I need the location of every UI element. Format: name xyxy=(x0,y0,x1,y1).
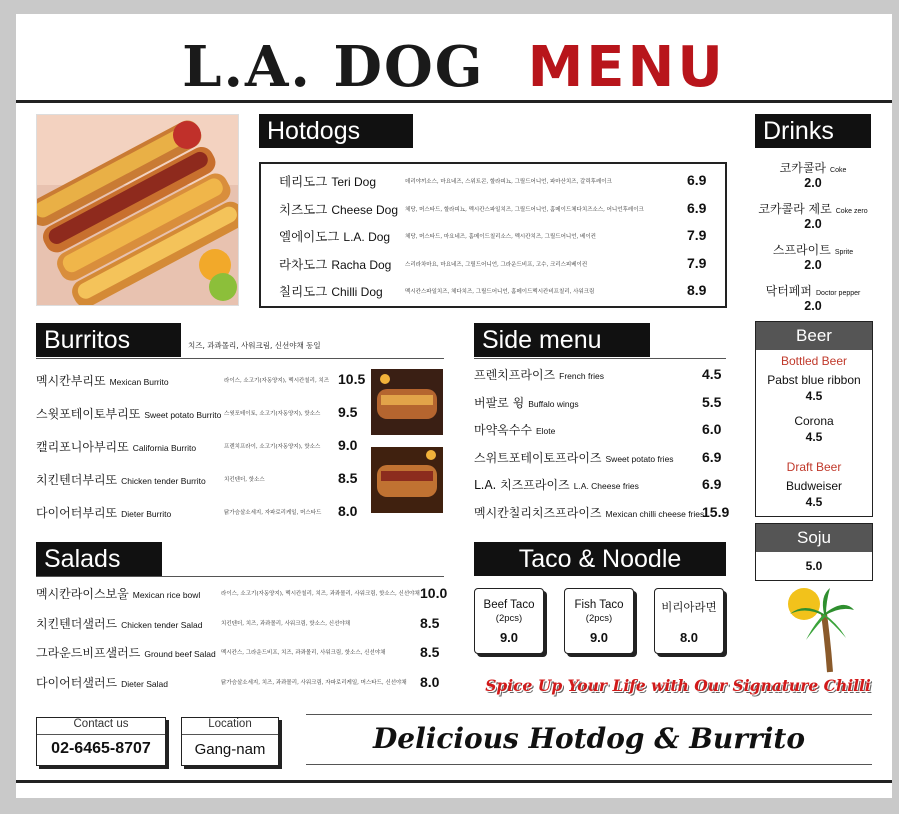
burrito-item xyxy=(36,405,221,422)
hotdog-item xyxy=(279,172,376,190)
drink-kr: 코카콜라 xyxy=(779,161,827,175)
drink-item xyxy=(755,241,871,258)
drink-en: Sprite xyxy=(834,249,854,256)
drink-price: 2.0 xyxy=(804,258,822,272)
burrito-item xyxy=(36,504,171,521)
title-menu: MENU xyxy=(527,35,726,100)
side-item xyxy=(474,504,704,521)
hotdogs-heading: Hotdogs xyxy=(259,114,413,148)
burrito-item xyxy=(36,438,196,455)
soju-price: 5.0 xyxy=(805,559,823,573)
side-price: 6.9 xyxy=(702,448,722,465)
hotdog-item-en: Teri Dog xyxy=(331,175,376,189)
hotdog-photo xyxy=(36,114,239,306)
hotdog-item-en: Cheese Dog xyxy=(331,202,399,217)
drink-price: 2.0 xyxy=(804,176,822,190)
side-item xyxy=(474,476,639,493)
contact-divider xyxy=(37,734,165,735)
burrito-photo-2 xyxy=(371,447,443,513)
salads-divider xyxy=(36,576,444,577)
hotdog-price: 6.9 xyxy=(687,199,707,216)
salad-price: 8.5 xyxy=(420,614,440,631)
contact-phone[interactable]: 02-6465-8707 xyxy=(51,740,151,757)
salad-item-kr: 치킨텐더샐러드 xyxy=(36,616,118,631)
drinks-heading: Drinks xyxy=(755,114,871,148)
salads-heading: Salads xyxy=(36,542,162,576)
drink-kr: 스프라이트 xyxy=(772,243,831,257)
title-divider xyxy=(16,100,892,103)
salad-item xyxy=(36,615,202,632)
hotdog-item xyxy=(279,227,390,245)
bottled-beer-label: Bottled Beer xyxy=(780,354,848,368)
taco-price: 9.0 xyxy=(499,630,519,645)
taco-sub: (2pcs) xyxy=(495,613,523,624)
burrito-item-kr: 캘리포니아부리또 xyxy=(36,440,129,454)
drink-kr: 닥터페퍼 xyxy=(765,284,812,298)
burritos-heading: Burritos xyxy=(36,323,181,357)
hotdog-price: 7.9 xyxy=(687,254,707,271)
side-item-kr: 마약옥수수 xyxy=(474,423,532,437)
hotdog-item-kr: 칠리도그 xyxy=(279,284,328,299)
drink-item xyxy=(755,282,871,299)
footer-divider-bottom xyxy=(306,764,872,765)
salad-price: 8.0 xyxy=(420,673,440,690)
beer-pabst-name: Pabst blue ribbon xyxy=(767,373,861,387)
palm-tree-icon xyxy=(784,584,854,674)
hotdog-item xyxy=(279,255,391,273)
taco-name: Beef Taco xyxy=(483,599,535,611)
soju-heading: Soju xyxy=(756,524,872,552)
bottom-rule xyxy=(16,780,892,783)
burrito-item-kr: 다이어터부리또 xyxy=(36,506,118,520)
location-divider xyxy=(182,734,278,735)
hotdog-price: 7.9 xyxy=(687,227,707,243)
drink-price: 2.0 xyxy=(804,217,822,231)
burrito-item-en: Mexican Burrito xyxy=(109,377,169,387)
burrito-price: 8.5 xyxy=(338,470,358,486)
menu-title xyxy=(16,34,892,100)
side-item-en: Sweet potato fries xyxy=(605,453,674,464)
beer-budweiser-name: Budweiser xyxy=(785,479,843,493)
taco-price: 9.0 xyxy=(589,630,609,645)
burrito-item-en: California Burrito xyxy=(132,443,197,453)
burrito-item-kr: 스윗포테이토부리또 xyxy=(36,407,141,421)
burrito-desc: 닭가슴살소세지, 자파로리케일, 머스타드 xyxy=(224,510,322,516)
burritos-divider xyxy=(36,358,444,359)
side-item-en: L.A. Cheese fries xyxy=(573,481,639,491)
salad-item-en: Chicken tender Salad xyxy=(121,619,203,630)
salad-desc: 멕시칸스, 그라운드비프, 치즈, 과콰몰리, 사워크림, 핫소스, 신선야채 xyxy=(221,650,386,656)
salad-item-en: Ground beef Salad xyxy=(144,649,216,659)
hotdog-desc: 스리라차마요, 마요네즈, 그릴드어니언, 그라운드비프, 고수, 크리스피베이컨 xyxy=(405,261,588,268)
taco-price: 8.0 xyxy=(679,630,699,645)
title-brand: L.A. DOG xyxy=(182,34,485,100)
burrito-desc: 치킨텐더, 핫소스 xyxy=(224,477,265,483)
burrito-item-en: Sweet potato Burrito xyxy=(144,410,222,420)
side-item-en: Elote xyxy=(535,426,556,436)
hotdog-desc: 멕시칸스파일치즈, 체다치즈, 그릴드어니언, 홈메이드멕시칸비프칠리, 사워크림 xyxy=(405,289,595,295)
beer-corona-price: 4.5 xyxy=(805,430,823,444)
burrito-item xyxy=(36,372,169,389)
side-item-kr: 프렌치프라이즈 xyxy=(474,368,556,382)
burrito-price: 9.5 xyxy=(338,404,358,420)
burrito-desc: 라이스, 소고기(자동양지), 멕시칸칠리, 치즈 xyxy=(224,378,330,384)
salad-desc: 치킨텐더, 치즈, 과콰몰리, 사워크림, 핫소스, 신선야채 xyxy=(221,620,351,627)
burrito-desc: 스윗포테이토, 소고기(자동양지), 핫소스 xyxy=(224,411,321,417)
location-label: Location xyxy=(208,718,252,730)
slogan-text: Spice Up Your Life with Our Signature Chilli xyxy=(485,676,871,695)
hotdog-item xyxy=(279,200,398,218)
salad-desc: 닭가슴살소세지, 치즈, 과콰몰리, 사워크림, 자파로리케일, 머스타드, 신선야채 xyxy=(221,679,407,686)
side-price: 6.9 xyxy=(702,476,722,492)
side-item-en: French fries xyxy=(559,371,605,381)
salad-item-en: Dieter Salad xyxy=(121,678,168,689)
hotdog-item-en: Racha Dog xyxy=(331,257,392,272)
hotdog-item-en: L.A. Dog xyxy=(343,230,391,244)
side-price: 4.5 xyxy=(702,366,722,382)
hotdog-item-en: Chilli Dog xyxy=(331,285,383,299)
burrito-price: 10.5 xyxy=(338,371,366,387)
taco-name: Fish Taco xyxy=(574,599,624,611)
salad-item-kr: 다이어터샐러드 xyxy=(36,675,118,690)
drink-en: Coke zero xyxy=(835,208,868,215)
side-menu-heading: Side menu xyxy=(474,323,650,357)
taco-heading: Taco & Noodle xyxy=(474,542,726,576)
burrito-item-en: Chicken tender Burrito xyxy=(121,476,206,486)
hotdog-desc: 체당, 머스타드, 마요네즈, 홈메이드칠리소스, 멕시칸치즈, 그릴드어니언, 베이컨 xyxy=(405,234,596,240)
burrito-photo-1 xyxy=(371,369,443,435)
hotdog-desc: 데리야끼소스, 마요네즈, 스위트콘, 할라피뇨, 그릴드어니언, 파마산치즈, 갈릭후레이크 xyxy=(405,179,612,185)
salad-item-en: Mexican rice bowl xyxy=(132,590,201,600)
burrito-price: 8.0 xyxy=(338,503,358,519)
burritos-note: 치즈, 과콰몰리, 사워크림, 신선야채 동일 xyxy=(188,341,321,350)
hotdog-item-kr: 치즈도그 xyxy=(279,201,328,217)
taco-sub: (2pcs) xyxy=(585,613,613,624)
burrito-price: 9.0 xyxy=(338,437,358,453)
side-price: 5.5 xyxy=(702,393,722,410)
salad-item xyxy=(36,674,168,691)
footer-divider-top xyxy=(306,714,872,715)
salad-price: 10.0 xyxy=(420,585,448,601)
side-item-kr: 멕시칸칠리치즈프라이즈 xyxy=(474,505,602,520)
drink-en: Doctor pepper xyxy=(816,290,861,297)
salad-item-kr: 그라운드비프샐러드 xyxy=(36,646,141,660)
side-item xyxy=(474,394,579,411)
burrito-item-en: Dieter Burrito xyxy=(121,509,172,519)
side-item xyxy=(474,421,555,438)
salad-price: 8.5 xyxy=(420,644,440,660)
side-item-kr: L.A. 치즈프라이즈 xyxy=(474,478,570,492)
side-item-en: Buffalo wings xyxy=(528,398,579,409)
burrito-item-kr: 멕시칸부리또 xyxy=(36,374,106,388)
side-item-kr: 스위트포테이토프라이즈 xyxy=(474,450,602,465)
side-item xyxy=(474,449,674,466)
burrito-item xyxy=(36,471,206,488)
hotdog-item-kr: 테리도그 xyxy=(279,174,328,189)
side-item-en: Mexican chilli cheese fries xyxy=(605,508,705,519)
beer-corona-name: Corona xyxy=(794,414,834,428)
tagline-text: Delicious Hotdog & Burrito xyxy=(372,722,806,755)
beer-budweiser-price: 4.5 xyxy=(805,495,823,509)
beer-pabst-price: 4.5 xyxy=(805,389,823,403)
contact-label: Contact us xyxy=(73,718,129,730)
salad-item xyxy=(36,644,216,661)
drink-price: 2.0 xyxy=(804,299,822,313)
menu-board xyxy=(16,14,892,798)
side-price: 6.0 xyxy=(702,421,722,437)
drink-item xyxy=(755,200,871,217)
salad-item-kr: 멕시칸라이스보울 xyxy=(36,587,129,601)
salad-item xyxy=(36,585,200,602)
drink-item xyxy=(755,159,871,176)
drink-kr: 코카콜라 제로 xyxy=(758,202,832,216)
hotdog-desc: 체당, 머스타드, 할라피뇨, 멕시칸스파일치즈, 그릴드어니언, 홈메이드체다치즈소스, 어니언후레이크 xyxy=(405,206,644,213)
side-divider xyxy=(474,358,726,359)
salad-desc: 라이스, 소고기(자동양지), 멕시칸칠리, 치즈, 과콰몰리, 사워크림, 핫소스, 신선야채 xyxy=(221,591,420,597)
hotdog-item-kr: 엘에이도그 xyxy=(279,229,340,244)
side-item xyxy=(474,366,604,383)
hotdog-price: 6.9 xyxy=(687,172,707,188)
beer-heading: Beer xyxy=(756,322,872,350)
hotdog-item-kr: 라차도그 xyxy=(279,256,328,272)
side-item-kr: 버팔로 윙 xyxy=(474,395,525,410)
burrito-item-kr: 치킨텐더부리또 xyxy=(36,473,118,487)
drink-en: Coke xyxy=(830,167,847,174)
side-price: 15.9 xyxy=(702,503,730,520)
location-value: Gang-nam xyxy=(194,741,266,758)
taco-name: 비리아라면 xyxy=(661,602,717,614)
burrito-desc: 프렌치프라이, 소고기(자동양지), 핫소스 xyxy=(224,444,321,450)
hotdog-item xyxy=(279,282,383,300)
hotdog-price: 8.9 xyxy=(687,282,707,298)
draft-beer-label: Draft Beer xyxy=(786,460,842,474)
